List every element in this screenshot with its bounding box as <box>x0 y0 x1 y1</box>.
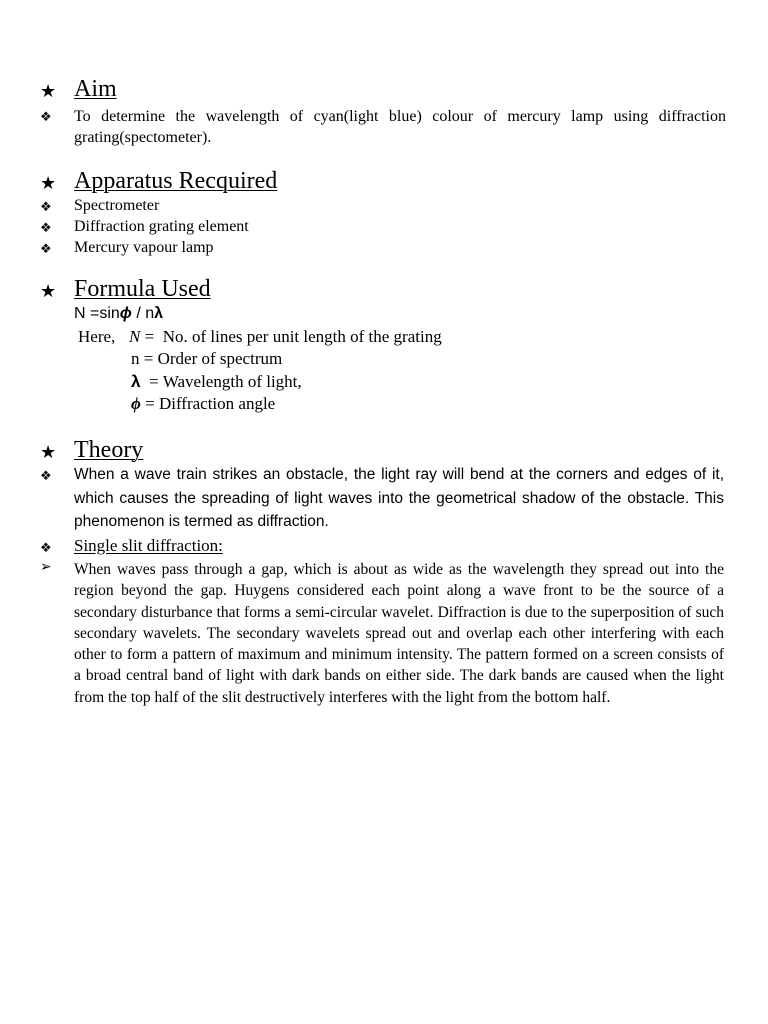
diamond-bullet-icon: ❖ <box>40 241 52 256</box>
diamond-bullet-icon: ❖ <box>40 540 52 555</box>
single-slit-paragraph: When waves pass through a gap, which is about as wide as the wavelength they spread out into the region beyond the gap. Huygens considered each point along a wave front to be the source of a secondary disturbance that forms a semi-circular wavelet. Diffraction is due to the superposition of such secondary wavelets. The secondary wavelets spread out and overlap each other interfering with each other to form a pattern of maximum and minimum intensity. The pattern formed on a screen consists of a broad central band of light with dark bands on either side. The dark bands are caused when the light from the top half of the slit destructively interferes with the light from the bottom half. <box>74 561 724 706</box>
aim-heading: Aim <box>74 76 117 102</box>
equation-divider: / n <box>131 305 155 322</box>
aim-text: To determine the wavelength of cyan(light blue) colour of mercury lamp using diffraction grating(spectometer). <box>74 108 726 146</box>
diamond-bullet-icon: ❖ <box>40 220 52 235</box>
definition-text: Order of spectrum <box>157 349 283 368</box>
theory-intro: When a wave train strikes an obstacle, the light ray will bend at the corners and edges of it, which causes the spreading of light waves into the geometrical shadow of the obstacle. This phenomenon is termed as diffraction. <box>74 466 724 530</box>
diamond-bullet-icon: ❖ <box>40 468 52 483</box>
definition-symbol: λ <box>131 372 141 391</box>
definition-text: No. of lines per unit length of the grating <box>158 327 442 346</box>
definition-eq: = <box>140 327 159 346</box>
definition-eq: = <box>140 394 159 413</box>
star-icon: ★ <box>40 173 57 193</box>
definition-text: Wavelength of light, <box>162 372 302 391</box>
equation-lhs: N =sin <box>74 305 120 322</box>
star-icon: ★ <box>40 442 57 462</box>
definition-eq: = <box>140 372 163 391</box>
phi-symbol: ϕ <box>119 305 132 322</box>
definition-n-capital <box>129 326 442 347</box>
diamond-bullet-icon: ❖ <box>40 199 52 214</box>
definition-eq: = <box>139 349 158 368</box>
definition-n-order <box>131 348 282 369</box>
definition-lambda <box>131 371 302 392</box>
formula-heading: Formula Used <box>74 276 211 302</box>
apparatus-item: Spectrometer <box>74 197 160 214</box>
apparatus-heading: Apparatus Recquired <box>74 168 278 194</box>
lambda-symbol: λ <box>154 305 164 322</box>
here-label: Here, <box>78 327 116 346</box>
diamond-bullet-icon: ❖ <box>40 109 52 124</box>
formula-equation <box>74 304 163 324</box>
apparatus-item: Mercury vapour lamp <box>74 239 214 256</box>
star-icon: ★ <box>40 281 57 301</box>
definition-text: Diffraction angle <box>158 394 276 413</box>
definition-symbol: n <box>131 349 140 368</box>
definition-symbol: N <box>129 327 141 346</box>
apparatus-item: Diffraction grating element <box>74 218 249 235</box>
arrow-bullet-icon: ➢ <box>40 560 52 575</box>
star-icon: ★ <box>40 81 57 101</box>
definition-phi <box>131 393 275 414</box>
theory-heading: Theory <box>74 437 144 463</box>
definition-symbol: ϕ <box>131 394 141 413</box>
single-slit-subheading: Single slit diffraction: <box>74 536 223 555</box>
